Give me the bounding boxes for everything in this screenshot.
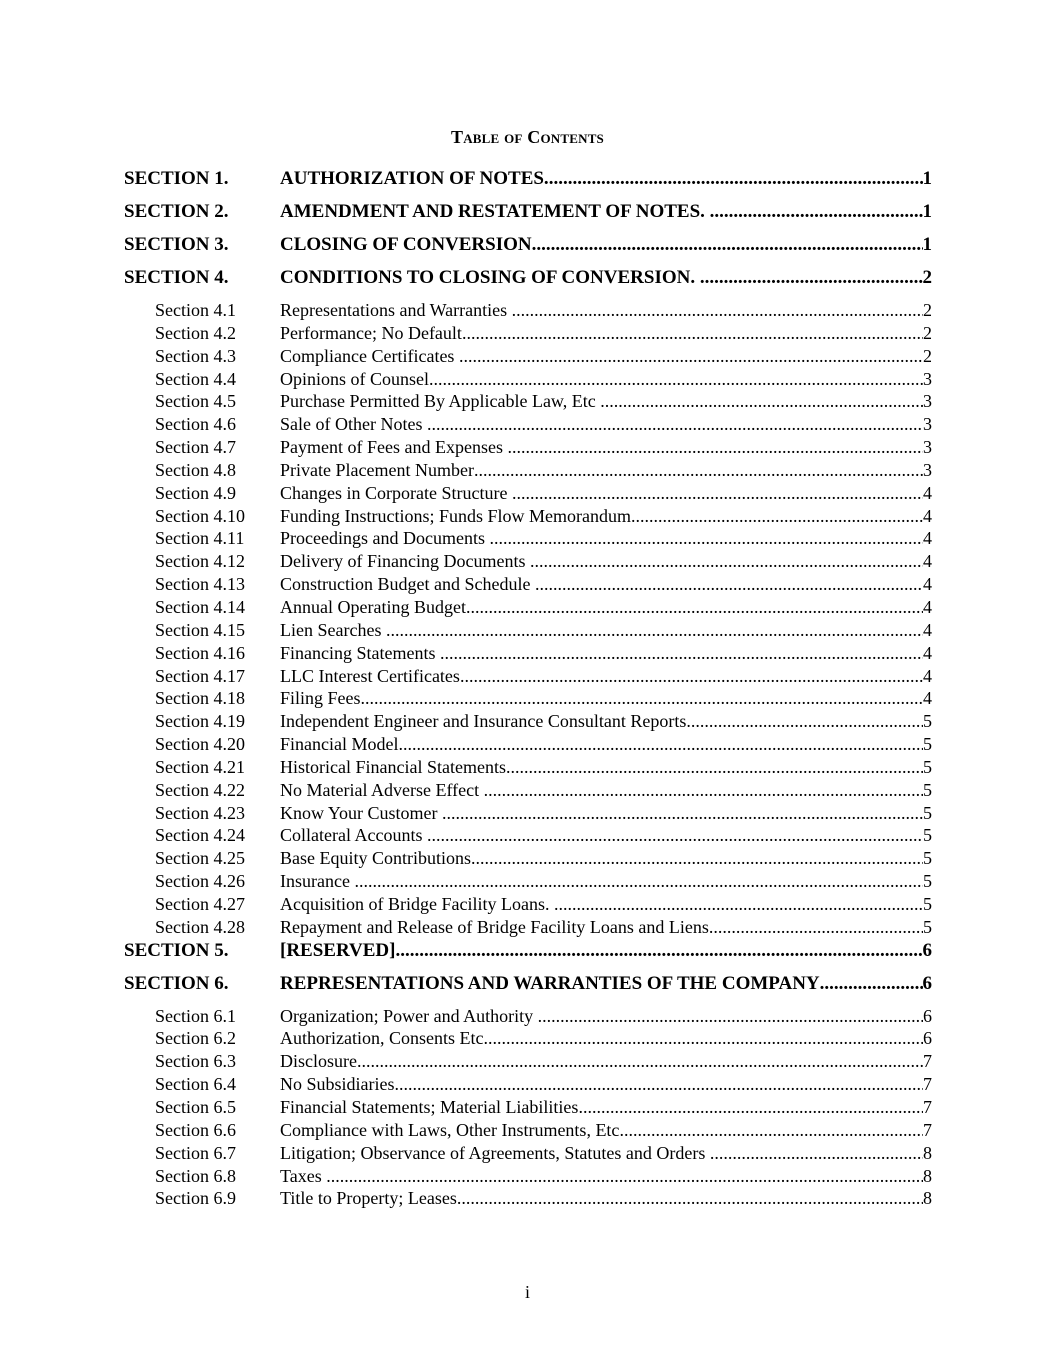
toc-entry-title-wrap	[280, 870, 923, 892]
toc-entry-title-wrap	[280, 1096, 923, 1118]
toc-entry-title: Opinions of Counsel	[280, 368, 430, 389]
toc-subsection-entry[interactable]	[124, 1073, 932, 1096]
toc-entry-title-wrap	[280, 687, 923, 709]
toc-entry-title: Disclosure	[280, 1051, 357, 1072]
toc-entry-title: Lien Searches	[280, 619, 386, 640]
toc-entry-page: 1	[922, 168, 932, 189]
toc-entry-page: 3	[923, 368, 932, 389]
toc-entry-number: Section 4.15	[155, 619, 245, 640]
toc-subsection-entry[interactable]	[124, 1027, 932, 1050]
toc-entry-title-wrap	[280, 527, 923, 549]
toc-entry-number: Section 6.9	[155, 1188, 236, 1209]
toc-entry-title-wrap	[280, 1187, 923, 1209]
toc-entry-title-wrap	[280, 756, 923, 778]
toc-subsection-entry[interactable]	[124, 1142, 932, 1165]
dot-leader	[386, 619, 923, 641]
toc-heading: Table of Contents	[451, 127, 604, 147]
toc-entry-title: Authorization, Consents Etc	[280, 1028, 484, 1049]
toc-subsection-entry[interactable]	[124, 1119, 932, 1142]
toc-entry-title: AMENDMENT AND RESTATEMENT OF NOTES.	[280, 201, 710, 222]
toc-entry-page: 3	[923, 414, 932, 435]
toc-entry-page: 4	[923, 551, 932, 572]
dot-leader	[489, 527, 923, 549]
toc-subsection-entry[interactable]	[124, 413, 932, 436]
dot-leader	[538, 1005, 923, 1027]
dot-leader	[536, 233, 922, 257]
toc-entry-title: [RESERVED]	[280, 939, 396, 961]
toc-subsection-entry[interactable]	[124, 390, 932, 413]
dot-leader	[700, 266, 923, 290]
toc-entry-page: 5	[923, 825, 932, 846]
dot-leader	[462, 322, 923, 344]
toc-entry-number: Section 6.3	[155, 1051, 236, 1072]
toc-entry-number: Section 4.23	[155, 802, 245, 823]
dot-leader	[506, 756, 923, 778]
toc-entry-page: 5	[923, 734, 932, 755]
toc-entry-page: 4	[923, 688, 932, 709]
toc-entry-page: 4	[923, 596, 932, 617]
toc-entry-title: Proceedings and Documents	[280, 528, 490, 549]
toc-subsection-entry[interactable]	[124, 1187, 932, 1210]
toc-entry-title-wrap	[280, 847, 923, 869]
toc-entry-number: SECTION 2.	[124, 201, 229, 222]
toc-entry-page: 6	[923, 1028, 932, 1049]
toc-subsection-entry[interactable]	[124, 802, 932, 825]
toc-entry-page: 5	[923, 916, 932, 937]
toc-entry-page: 6	[922, 972, 932, 994]
toc-entry-number: Section 4.2	[155, 322, 236, 343]
dot-leader	[535, 573, 923, 595]
toc-entry-title-wrap	[280, 1027, 923, 1049]
toc-entry-title: Funding Instructions; Funds Flow Memorandum	[280, 505, 632, 526]
toc-subsection-entry[interactable]	[124, 824, 932, 847]
toc-entry-number: Section 4.14	[155, 596, 245, 617]
toc-entry-title-wrap	[280, 802, 923, 824]
toc-entry-title: Purchase Permitted By Applicable Law, Etc	[280, 391, 601, 412]
toc-entry-title-wrap	[280, 505, 923, 527]
dot-leader	[427, 824, 923, 846]
toc-entry-number: Section 4.24	[155, 825, 245, 846]
dot-leader	[471, 847, 923, 869]
toc-entry-title: CLOSING OF CONVERSION.	[280, 234, 537, 255]
toc-entry-title-wrap	[280, 322, 923, 344]
toc-entry-title: Financial Statements; Material Liabilities	[280, 1097, 579, 1117]
dot-leader	[483, 1027, 923, 1049]
toc-entry-title-wrap	[280, 413, 923, 435]
toc-entry-number: SECTION 4.	[124, 267, 229, 288]
toc-entry-number: Section 4.11	[155, 528, 245, 549]
toc-entry-title-wrap	[280, 779, 923, 801]
toc-entry-page: 5	[923, 779, 932, 800]
toc-entry-title-wrap	[280, 1142, 923, 1164]
toc-entry-title: REPRESENTATIONS AND WARRANTIES OF THE COMPANY	[280, 972, 820, 994]
toc-entry-page: 2	[922, 267, 932, 288]
toc-entry-number: Section 4.27	[155, 893, 245, 914]
toc-entry-title: Base Equity Contributions	[280, 848, 471, 869]
toc-subsection-entry[interactable]	[124, 733, 932, 756]
toc-entry-number: Section 6.2	[155, 1028, 236, 1049]
toc-entry-title: Organization; Power and Authority	[280, 1005, 538, 1026]
dot-leader	[549, 167, 923, 191]
toc-entry-page: 5	[923, 802, 932, 823]
dot-leader	[631, 505, 923, 527]
toc-entry-title: Private Placement Number	[280, 459, 474, 480]
dot-leader	[474, 459, 923, 481]
dot-leader	[512, 299, 923, 321]
toc-entry-number: Section 4.3	[155, 345, 236, 366]
dot-leader	[820, 972, 923, 996]
toc-section-entry[interactable]	[124, 200, 932, 233]
toc-entry-number: Section 4.5	[155, 391, 236, 412]
toc-subsection-entry[interactable]	[124, 779, 932, 802]
toc-subsection-entry[interactable]	[124, 505, 932, 528]
table-of-contents	[124, 167, 932, 1210]
toc-entry-title-wrap	[280, 893, 923, 915]
toc-subsection-entry[interactable]	[124, 665, 932, 688]
toc-entry-title: Litigation; Observance of Agreements, Statutes and Orders	[280, 1142, 710, 1163]
toc-entry-page: 1	[922, 234, 932, 255]
toc-entry-title: Financial Model	[280, 734, 399, 755]
dot-leader	[507, 436, 923, 458]
toc-entry-title-wrap	[280, 436, 923, 458]
toc-entry-page: 2	[923, 345, 932, 366]
toc-entry-page: 7	[923, 1119, 932, 1140]
dot-leader	[578, 1096, 923, 1118]
toc-entry-title-wrap	[280, 733, 923, 755]
toc-entry-title-wrap	[280, 1073, 923, 1095]
toc-subsection-entry[interactable]	[124, 573, 932, 596]
toc-entry-title-wrap	[280, 167, 923, 191]
dot-leader	[710, 200, 923, 224]
toc-entry-title: No Material Adverse Effect	[280, 779, 484, 800]
toc-entry-page: 4	[923, 619, 932, 640]
toc-entry-title: Annual Operating Budget	[280, 596, 466, 617]
toc-entry-title: Representations and Warranties	[280, 300, 512, 320]
toc-entry-page: 1	[922, 201, 932, 222]
dot-leader	[354, 870, 923, 892]
toc-entry-number: Section 4.19	[155, 711, 245, 732]
toc-entry-title-wrap	[280, 939, 923, 963]
toc-subsection-entry[interactable]	[124, 550, 932, 573]
toc-entry-title: Insurance	[280, 871, 355, 892]
toc-entry-page: 6	[922, 939, 932, 961]
toc-entry-title-wrap	[280, 368, 923, 390]
dot-leader	[619, 1119, 923, 1141]
toc-entry-number: SECTION 1.	[124, 168, 229, 189]
toc-entry-number: Section 4.1	[155, 300, 236, 320]
toc-entry-number: Section 4.25	[155, 848, 245, 869]
dot-leader	[459, 345, 923, 367]
toc-entry-title-wrap	[280, 1119, 923, 1141]
toc-entry-title: AUTHORIZATION OF NOTES.	[280, 168, 549, 189]
toc-subsection-entry[interactable]	[124, 916, 932, 939]
toc-entry-title: Compliance with Laws, Other Instruments, Etc	[280, 1119, 620, 1140]
toc-entry-title-wrap	[280, 1165, 923, 1187]
toc-section-entry[interactable]	[124, 233, 932, 266]
toc-entry-title-wrap	[280, 233, 923, 257]
toc-entry-number: Section 4.16	[155, 642, 245, 663]
dot-leader	[710, 1142, 923, 1164]
dot-leader	[361, 687, 923, 709]
dot-leader	[395, 939, 922, 963]
toc-entry-page: 5	[923, 871, 932, 892]
toc-subsection-entry[interactable]	[124, 436, 932, 459]
toc-entry-title: Changes in Corporate Structure	[280, 482, 512, 503]
toc-entry-number: Section 4.10	[155, 505, 245, 526]
toc-entry-page: 2	[923, 322, 932, 343]
toc-entry-title-wrap	[280, 710, 923, 732]
toc-subsection-entry[interactable]	[124, 527, 932, 550]
toc-entry-page: 3	[923, 437, 932, 458]
toc-entry-title-wrap	[280, 550, 923, 572]
toc-entry-title: Know Your Customer	[280, 802, 443, 823]
dot-leader	[427, 413, 923, 435]
toc-entry-title-wrap	[280, 916, 923, 938]
toc-entry-title: Delivery of Financing Documents	[280, 551, 530, 572]
toc-entry-title: Payment of Fees and Expenses	[280, 437, 508, 458]
toc-entry-title-wrap	[280, 1005, 923, 1027]
toc-entry-page: 7	[923, 1074, 932, 1095]
toc-subsection-entry[interactable]	[124, 299, 932, 322]
toc-entry-number: Section 4.21	[155, 756, 245, 777]
toc-entry-number: Section 6.6	[155, 1119, 236, 1140]
toc-entry-number: Section 4.17	[155, 665, 245, 686]
toc-entry-number: Section 6.4	[155, 1074, 236, 1095]
toc-entry-title: Construction Budget and Schedule	[280, 574, 535, 595]
toc-entry-page: 5	[923, 711, 932, 732]
toc-entry-title: Collateral Accounts	[280, 825, 427, 846]
toc-entry-page: 5	[923, 893, 932, 914]
toc-entry-title: No Subsidiaries	[280, 1074, 395, 1095]
toc-section-entry[interactable]	[124, 972, 932, 1005]
toc-entry-title-wrap	[280, 619, 923, 641]
toc-entry-page: 8	[923, 1188, 932, 1209]
page-number: i	[524, 1282, 530, 1302]
toc-subsection-entry[interactable]	[124, 322, 932, 345]
toc-subsection-entry[interactable]	[124, 687, 932, 710]
dot-leader	[530, 550, 923, 572]
toc-entry-title: Taxes	[280, 1165, 327, 1186]
toc-entry-page: 4	[923, 665, 932, 686]
toc-entry-number: SECTION 6.	[124, 972, 229, 994]
dot-leader	[440, 642, 923, 664]
toc-entry-page: 4	[923, 505, 932, 526]
dot-leader	[460, 665, 923, 687]
toc-entry-number: Section 6.1	[155, 1005, 236, 1026]
toc-entry-number: Section 4.13	[155, 574, 245, 595]
toc-entry-title: Sale of Other Notes	[280, 414, 427, 435]
toc-entry-number: Section 4.12	[155, 551, 245, 572]
toc-entry-title: Performance; No Default	[280, 322, 462, 343]
toc-subsection-entry[interactable]	[124, 756, 932, 779]
toc-entry-number: SECTION 3.	[124, 234, 229, 255]
toc-entry-title: Title to Property; Leases	[280, 1188, 457, 1209]
toc-entry-title-wrap	[280, 299, 923, 321]
toc-entry-page: 5	[923, 848, 932, 869]
toc-entry-title-wrap	[280, 596, 923, 618]
toc-entry-title-wrap	[280, 972, 923, 996]
toc-entry-title: LLC Interest Certificates	[280, 665, 460, 686]
toc-section-entry[interactable]	[124, 167, 932, 200]
toc-section-entry[interactable]	[124, 939, 932, 972]
toc-entry-number: Section 4.9	[155, 482, 236, 503]
toc-entry-number: Section 6.7	[155, 1142, 236, 1163]
dot-leader	[554, 893, 923, 915]
toc-subsection-entry[interactable]	[124, 1165, 932, 1188]
toc-entry-title: Financing Statements	[280, 642, 440, 663]
toc-entry-number: Section 4.22	[155, 779, 245, 800]
toc-subsection-entry[interactable]	[124, 893, 932, 916]
dot-leader	[686, 710, 923, 732]
toc-entry-page: 6	[923, 1005, 932, 1026]
toc-entry-title-wrap	[280, 1050, 923, 1072]
toc-entry-page: 2	[923, 300, 932, 320]
toc-entry-page: 3	[923, 459, 932, 480]
toc-entry-number: Section 4.28	[155, 916, 245, 937]
dot-leader	[600, 390, 923, 412]
toc-subsection-entry[interactable]	[124, 847, 932, 870]
toc-subsection-entry[interactable]	[124, 482, 932, 505]
toc-entry-title: CONDITIONS TO CLOSING OF CONVERSION.	[280, 267, 700, 288]
toc-subsection-entry[interactable]	[124, 710, 932, 733]
toc-entry-number: Section 4.6	[155, 414, 236, 435]
toc-subsection-entry[interactable]	[124, 596, 932, 619]
toc-subsection-entry[interactable]	[124, 870, 932, 893]
dot-leader	[357, 1050, 923, 1072]
dot-leader	[713, 916, 923, 938]
toc-entry-title-wrap	[280, 665, 923, 687]
toc-entry-number: Section 6.5	[155, 1097, 236, 1117]
toc-subsection-entry[interactable]	[124, 345, 932, 368]
toc-entry-title-wrap	[280, 573, 923, 595]
toc-entry-title-wrap	[280, 642, 923, 664]
toc-entry-page: 8	[923, 1165, 932, 1186]
dot-leader	[398, 733, 923, 755]
toc-subsection-entry[interactable]	[124, 642, 932, 665]
dot-leader	[484, 779, 923, 801]
toc-entry-number: Section 4.18	[155, 688, 245, 709]
dot-leader	[512, 482, 923, 504]
dot-leader	[326, 1165, 923, 1187]
toc-entry-title: Acquisition of Bridge Facility Loans.	[280, 893, 554, 914]
dot-leader	[395, 1073, 924, 1095]
toc-entry-number: Section 4.8	[155, 459, 236, 480]
dot-leader	[429, 368, 923, 390]
toc-entry-number: Section 4.7	[155, 437, 236, 458]
toc-entry-title-wrap	[280, 482, 923, 504]
toc-section-entry[interactable]	[124, 266, 932, 299]
toc-entry-title-wrap	[280, 345, 923, 367]
toc-entry-title-wrap	[280, 459, 923, 481]
toc-entry-title-wrap	[280, 824, 923, 846]
toc-entry-page: 4	[923, 528, 932, 549]
toc-entry-page: 3	[923, 391, 932, 412]
toc-subsection-entry[interactable]	[124, 1050, 932, 1073]
toc-entry-page: 8	[923, 1142, 932, 1163]
dot-leader	[442, 802, 923, 824]
toc-subsection-entry[interactable]	[124, 459, 932, 482]
toc-entry-number: SECTION 5.	[124, 939, 229, 961]
toc-entry-page: 4	[923, 482, 932, 503]
toc-entry-page: 7	[923, 1051, 932, 1072]
toc-entry-title: Historical Financial Statements	[280, 756, 506, 777]
toc-entry-title-wrap	[280, 200, 923, 224]
toc-entry-title: Filing Fees	[280, 688, 361, 709]
toc-entry-page: 7	[923, 1097, 932, 1117]
dot-leader	[457, 1187, 923, 1209]
toc-entry-number: Section 4.26	[155, 871, 245, 892]
toc-entry-title: Independent Engineer and Insurance Consultant Reports	[280, 711, 687, 732]
toc-subsection-entry[interactable]	[124, 619, 932, 642]
toc-entry-title: Compliance Certificates	[280, 345, 459, 366]
toc-subsection-entry[interactable]	[124, 368, 932, 391]
toc-entry-number: Section 4.4	[155, 368, 236, 389]
toc-subsection-entry[interactable]	[124, 1096, 932, 1119]
toc-entry-number: Section 6.8	[155, 1165, 236, 1186]
toc-entry-number: Section 4.20	[155, 734, 245, 755]
toc-entry-title-wrap	[280, 390, 923, 412]
toc-entry-page: 4	[923, 574, 932, 595]
dot-leader	[466, 596, 923, 618]
toc-entry-title-wrap	[280, 266, 923, 290]
toc-entry-page: 5	[923, 756, 932, 777]
toc-entry-title: Repayment and Release of Bridge Facility Loans and Liens.	[280, 916, 714, 937]
toc-subsection-entry[interactable]	[124, 1005, 932, 1028]
toc-entry-page: 4	[923, 642, 932, 663]
